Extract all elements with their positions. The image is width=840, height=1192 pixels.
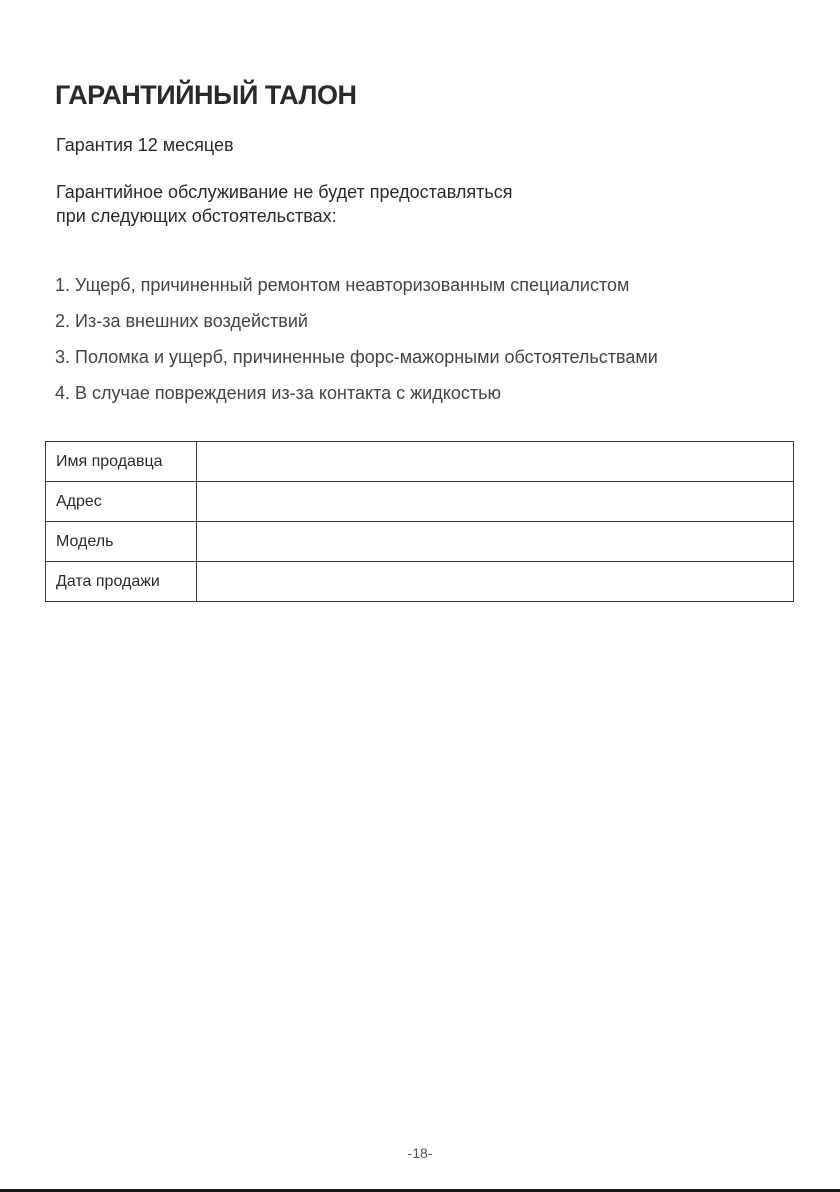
exclusion-conditions-list: [55, 267, 795, 411]
page-number: -18-: [407, 1145, 433, 1161]
table-row: [46, 522, 794, 562]
table-row: [46, 482, 794, 522]
seller-name-label: Имя продавца: [46, 442, 197, 482]
sale-date-field[interactable]: [197, 562, 794, 602]
seller-info-table: [45, 441, 794, 602]
model-field[interactable]: [197, 522, 794, 562]
seller-name-field[interactable]: [197, 442, 794, 482]
condition-item: 2. Из-за внешних воздействий: [55, 311, 308, 331]
address-label: Адрес: [46, 482, 197, 522]
warranty-period: Гарантия 12 месяцев: [56, 135, 234, 155]
condition-item: 1. Ущерб, причиненный ремонтом неавторизованным специалистом: [55, 275, 630, 295]
table-row: [46, 562, 794, 602]
condition-item: 3. Поломка и ущерб, причиненные форс-мажорными обстоятельствами: [55, 347, 658, 367]
exclusions-heading: [56, 180, 676, 228]
condition-item: 4. В случае повреждения из-за контакта с жидкостью: [55, 383, 501, 403]
table-row: [46, 442, 794, 482]
sale-date-label: Дата продажи: [46, 562, 197, 602]
model-label: Модель: [46, 522, 197, 562]
exclusions-heading-line-1: Гарантийное обслуживание не будет предоставляться: [56, 182, 513, 202]
address-field[interactable]: [197, 482, 794, 522]
exclusions-heading-line-2: при следующих обстоятельствах:: [56, 206, 337, 226]
page-title: ГАРАНТИЙНЫЙ ТАЛОН: [55, 80, 357, 110]
